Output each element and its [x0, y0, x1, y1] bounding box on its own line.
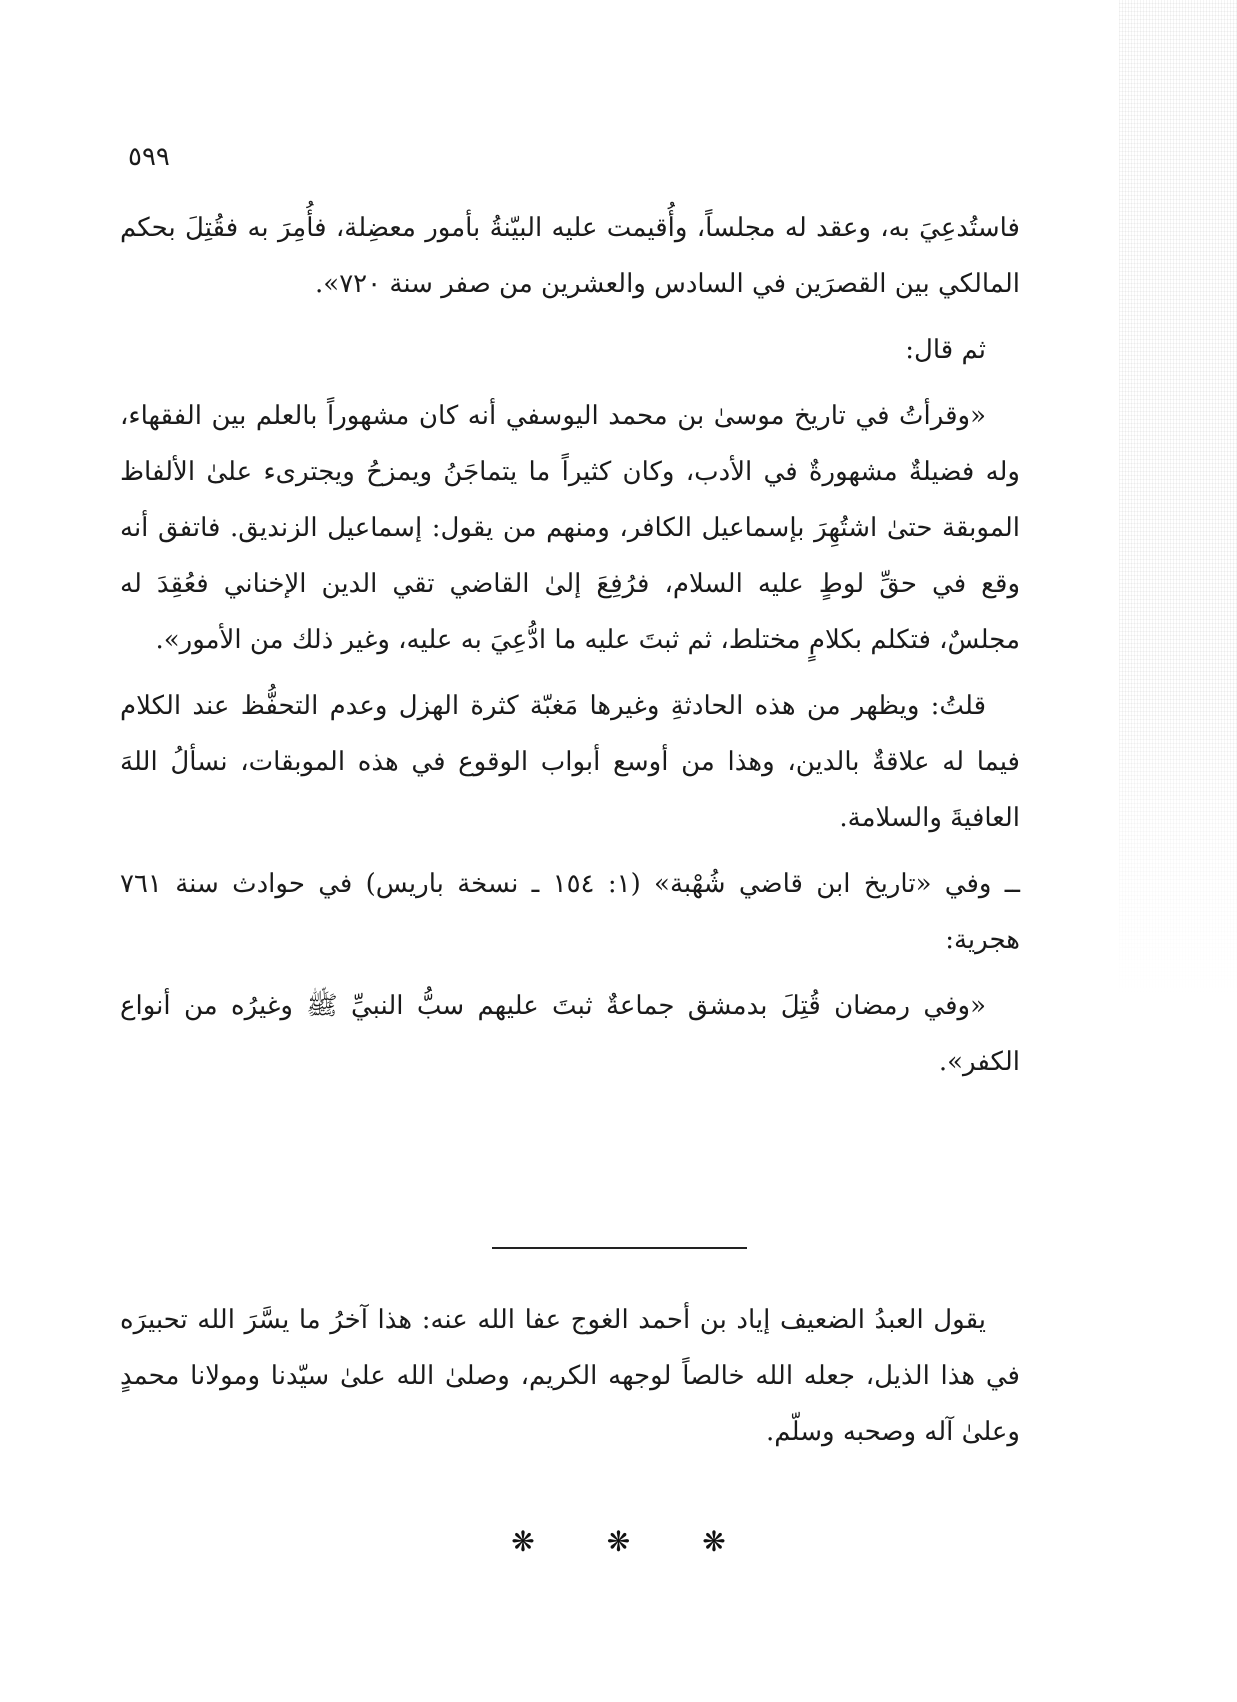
separator-rule — [492, 1247, 747, 1249]
paragraph: فاستُدعِيَ به، وعقد له مجلساً، وأُقيمت عليه البيّنةُ بأمور معضِلة، فأُمِرَ به فقُتِلَ بحكم المالكي بين القصرَين في السادس والعشرين من صفر سنة ٧٢٠». — [120, 213, 1020, 299]
end-ornament — [0, 1525, 1237, 1558]
paragraph: ثم قال: — [905, 335, 986, 365]
closing-note — [120, 1292, 1020, 1460]
asterism-icon: ❋ — [511, 1525, 535, 1558]
closing-paragraph: يقول العبدُ الضعيف إياد بن أحمد الغوج عفا الله عنه: هذا آخرُ ما يسَّرَ الله تحبيرَه في هذا الذيل، جعله الله خالصاً لوجهه الكريم، وصلىٰ الله علىٰ سيّدنا ومولانا محمدٍ وعلىٰ آله وصحبه وسلّم. — [120, 1305, 1020, 1447]
paragraph: ــ وفي «تاريخ ابن قاضي شُهْبة» (١: ١٥٤ ـ نسخة باريس) في حوادث سنة ٧٦١ هجرية: — [120, 869, 1021, 955]
page-number: ٥٩٩ — [128, 142, 170, 172]
paragraph: «وفي رمضان قُتِلَ بدمشق جماعةٌ ثبتَ عليهم سبُّ النبيِّ ﷺ وغيرُه من أنواع الكفر». — [120, 991, 1020, 1077]
paragraph: «وقرأتُ في تاريخ موسىٰ بن محمد اليوسفي أنه كان مشهوراً بالعلم بين الفقهاء، وله فضيلةٌ مشهورةٌ في الأدب، وكان كثيراً ما يتماجَنُ ويمزحُ ويجترىء علىٰ الألفاظ الموبقة حتىٰ اشتُهِرَ بإسماعيل الكافر، ومنهم من يقول: إسماعيل الزنديق. فاتفق أنه وقع في حقِّ لوطٍ عليه السلام، فرُفِعَ إلىٰ القاضي تقي الدين الإخناني فعُقِدَ له مجلسٌ، فتكلم بكلامٍ مختلط، ثم ثبتَ عليه ما ادُّعِيَ به عليه، وغير ذلك من الأمور». — [120, 401, 1020, 655]
asterism-icon: ❋ — [606, 1525, 631, 1558]
page-body — [120, 200, 1020, 1100]
asterism-icon: ❋ — [702, 1525, 726, 1558]
paragraph: قلتُ: ويظهر من هذه الحادثةِ وغيرها مَغبّة كثرة الهزل وعدم التحفُّظ عند الكلام فيما له علاقةٌ بالدين، وهذا من أوسع أبواب الوقوع في هذه الموبقات، نسألُ اللهَ العافيةَ والسلامة. — [120, 691, 1020, 833]
scanned-page-edge — [1119, 0, 1237, 1000]
